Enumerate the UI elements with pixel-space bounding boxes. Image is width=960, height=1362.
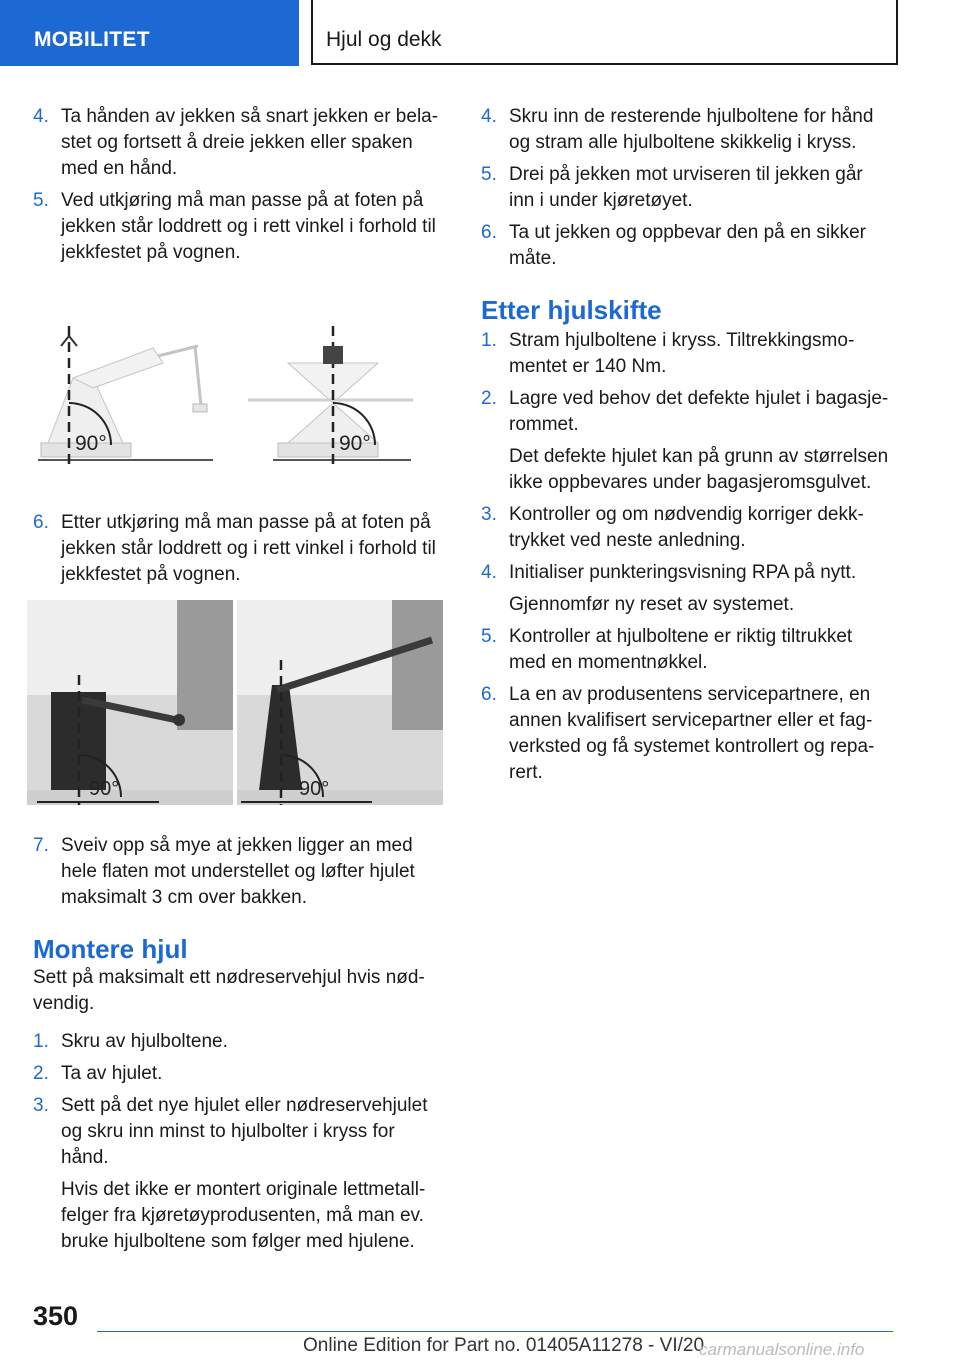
list-item <box>481 560 893 586</box>
step-text: La en av produsentens servicepartnere, en annen kvalifisert servicepartner eller et fag-verksted og få systemet kontrollert og repa-rert. <box>509 684 875 783</box>
step-text: Etter utkjøring må man passe på at foten på jekken står loddrett og i rett vinkel i forhold til jekkfestet på vognen. <box>61 512 436 585</box>
jack-photo-figure <box>27 600 443 805</box>
chapter-title: Hjul og dekk <box>326 28 442 51</box>
step-number: 5. <box>481 164 497 185</box>
left-steps-a <box>33 104 445 272</box>
step-text: Drei på jekken mot urviseren til jekken går inn i under kjøretøyet. <box>509 164 863 211</box>
section-title: MOBILITET <box>34 28 150 51</box>
step-text: Sett på det nye hjulet eller nødreservehjulet og skru inn minst to hjulbolter i kryss for hånd. <box>61 1095 428 1168</box>
step-text: Skru inn de resterende hjulboltene for hånd og stram alle hjulboltene skikkelig i kryss. <box>509 106 874 153</box>
step-number: 3. <box>33 1095 49 1116</box>
step-text: Skru av hjulboltene. <box>61 1031 228 1052</box>
step-number: 5. <box>481 626 497 647</box>
list-item <box>481 502 893 554</box>
jack-photo-left <box>27 600 233 805</box>
step-number: 5. <box>33 190 49 211</box>
step-number: 1. <box>33 1031 49 1052</box>
section-heading: Montere hjul <box>33 934 188 964</box>
angle-label: 90° <box>89 778 120 800</box>
step-note: Det defekte hjulet kan på grunn av størrelsen ikke oppbevares under bagasjeromsgulvet. <box>509 446 889 493</box>
chapter-tab <box>311 0 898 65</box>
step-text: Ved utkjøring må man passe på at foten på jekken står loddrett og i rett vinkel i forhold til jekkfestet på vognen. <box>61 190 436 263</box>
step-number: 1. <box>481 330 497 351</box>
list-item <box>481 104 893 156</box>
jack-front-view <box>248 326 413 470</box>
step-text: Sveiv opp så mye at jekken ligger an med hele flaten mot understellet og løfter hjulet maksimalt 3 cm over bakken. <box>61 835 415 908</box>
step-text: Kontroller og om nødvendig korriger dekk-trykket ved neste anledning. <box>509 504 864 551</box>
step-text: Ta hånden av jekken så snart jekken er bela-stet og fortsett å dreie jekken eller spaken med en hånd. <box>61 106 439 179</box>
list-item <box>481 624 893 676</box>
list-item <box>481 682 893 786</box>
angle-label: 90° <box>299 778 330 800</box>
section-intro: Sett på maksimalt ett nødreservehjul hvis nød-vendig. <box>33 967 425 1014</box>
step-text: Ta ut jekken og oppbevar den på en sikker måte. <box>509 222 867 269</box>
step-number: 6. <box>481 222 497 243</box>
list-item <box>33 1093 445 1171</box>
right-column <box>481 104 893 792</box>
list-item <box>33 188 445 266</box>
footer-divider <box>97 1331 893 1332</box>
watermark: carmanualsonline.info <box>699 1340 865 1359</box>
edition-text: Online Edition for Part no. 01405A11278 - VI/20 <box>303 1335 705 1356</box>
step-number: 2. <box>481 388 497 409</box>
list-item <box>33 1061 445 1087</box>
step-text: Ta av hjulet. <box>61 1063 163 1084</box>
step-text: Lagre ved behov det defekte hjulet i bagasje-rommet. <box>509 388 889 435</box>
left-steps-b <box>33 510 445 594</box>
step-number: 4. <box>481 562 497 583</box>
angle-label: 90° <box>75 432 107 455</box>
step-text: Kontroller at hjulboltene er riktig tiltrukket med en momentnøkkel. <box>509 626 853 673</box>
list-item <box>481 220 893 272</box>
step-number: 3. <box>481 504 497 525</box>
step-number: 4. <box>33 106 49 127</box>
page-number: 350 <box>33 1301 79 1331</box>
step-number: 4. <box>481 106 497 127</box>
jack-photo-right <box>237 600 443 805</box>
step-number: 7. <box>33 835 49 856</box>
jack-angle-figure <box>33 318 413 473</box>
section-tab <box>0 0 299 66</box>
list-item <box>481 386 893 438</box>
step-text: Initialiser punkteringsvisning RPA på nytt. <box>509 562 857 583</box>
list-item <box>33 1029 445 1055</box>
list-item <box>33 833 445 911</box>
step-number: 6. <box>33 512 49 533</box>
step-number: 2. <box>33 1063 49 1084</box>
list-item <box>33 510 445 588</box>
jack-side-view <box>38 326 213 470</box>
section-heading: Etter hjulskifte <box>481 295 662 325</box>
step-number: 6. <box>481 684 497 705</box>
step-note: Gjennomfør ny reset av systemet. <box>509 594 795 615</box>
left-steps-c <box>33 833 445 1261</box>
list-item <box>481 162 893 214</box>
list-item <box>33 104 445 182</box>
list-item <box>481 328 893 380</box>
angle-label: 90° <box>339 432 371 455</box>
step-text: Stram hjulboltene i kryss. Tiltrekkingsmo-mentet er 140 Nm. <box>509 330 855 377</box>
step-note: Hvis det ikke er montert originale lettmetall-felger fra kjøretøyprodusenten, må man ev. bruke hjulboltene som følger med hjulene. <box>61 1179 426 1252</box>
